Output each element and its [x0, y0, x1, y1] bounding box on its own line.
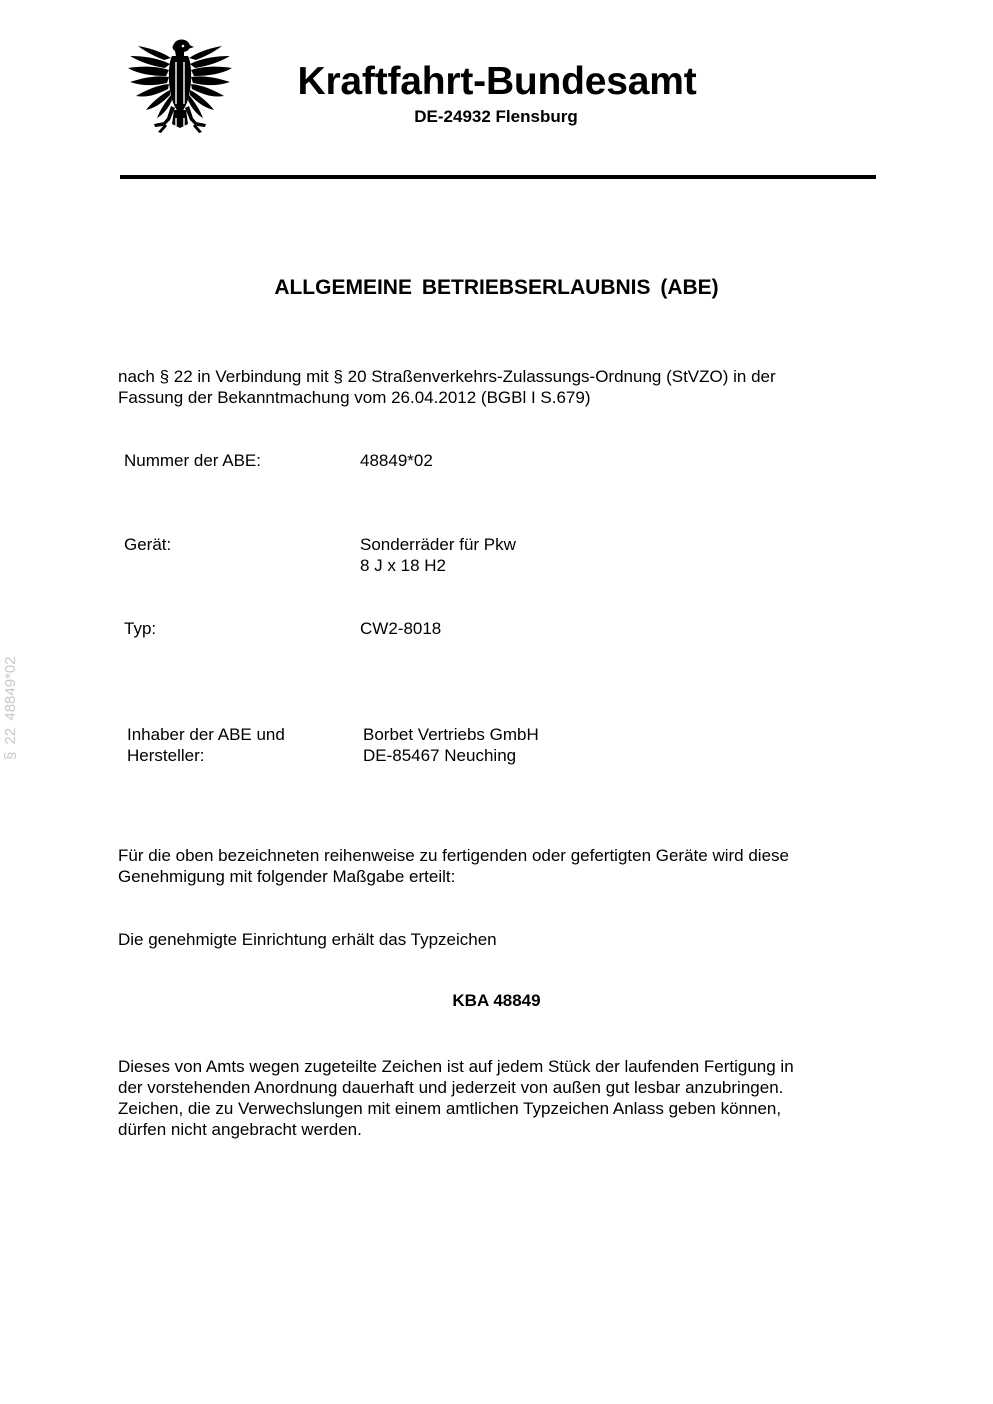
text-line: der vorstehenden Anordnung dauerhaft und jederzeit von außen gut lesbar anzubringen.: [118, 1078, 784, 1097]
type-mark: KBA 48849: [452, 991, 541, 1010]
text-line: Für die oben bezeichneten reihenweise zu fertigenden oder gefertigten Geräte wird diese: [118, 846, 789, 865]
marking-rules-paragraph: [118, 1056, 794, 1140]
holder-label: [127, 724, 285, 766]
text-line: dürfen nicht angebracht werden.: [118, 1120, 362, 1139]
agency-name: Kraftfahrt-Bundesamt: [297, 60, 697, 103]
abe-number-label: Nummer der ABE:: [124, 451, 261, 470]
text-line: Genehmigung mit folgender Maßgabe erteilt:: [118, 867, 456, 886]
type-label: Typ:: [124, 619, 157, 638]
device-label: Gerät:: [124, 535, 172, 554]
legal-basis-paragraph: [118, 366, 776, 408]
text-line: Dieses von Amts wegen zugeteilte Zeichen ist auf jedem Stück der laufenden Fertigung in: [118, 1057, 794, 1076]
text-line: Zeichen, die zu Verwechslungen mit einem amtlichen Typzeichen Anlass geben können,: [118, 1099, 782, 1118]
type-value: CW2-8018: [360, 619, 442, 638]
text-line: DE-85467 Neuching: [363, 746, 517, 765]
document-title: ALLGEMEINE BETRIEBSERLAUBNIS (ABE): [274, 276, 719, 299]
federal-eagle-icon: [124, 38, 236, 140]
agency-address: DE-24932 Flensburg: [414, 107, 578, 126]
type-mark-intro: Die genehmigte Einrichtung erhält das Typzeichen: [118, 930, 497, 949]
text-line: Borbet Vertriebs GmbH: [363, 725, 539, 744]
text-line: Fassung der Bekanntmachung vom 26.04.2012 (BGBl I S.679): [118, 388, 591, 407]
text-line: nach § 22 in Verbindung mit § 20 Straßenverkehrs-Zulassungs-Ordnung (StVZO) in der: [118, 367, 776, 386]
text-line: Sonderräder für Pkw: [360, 535, 516, 554]
device-value: [360, 534, 516, 576]
header-divider: [120, 175, 876, 179]
text-line: Hersteller:: [127, 746, 205, 765]
grant-statement-paragraph: [118, 845, 789, 887]
text-line: 8 J x 18 H2: [360, 556, 446, 575]
holder-value: [363, 724, 539, 766]
abe-number-value: 48849*02: [360, 451, 433, 470]
side-margin-mark: § 22 48849*02: [2, 656, 19, 760]
text-line: Inhaber der ABE und: [127, 725, 285, 744]
